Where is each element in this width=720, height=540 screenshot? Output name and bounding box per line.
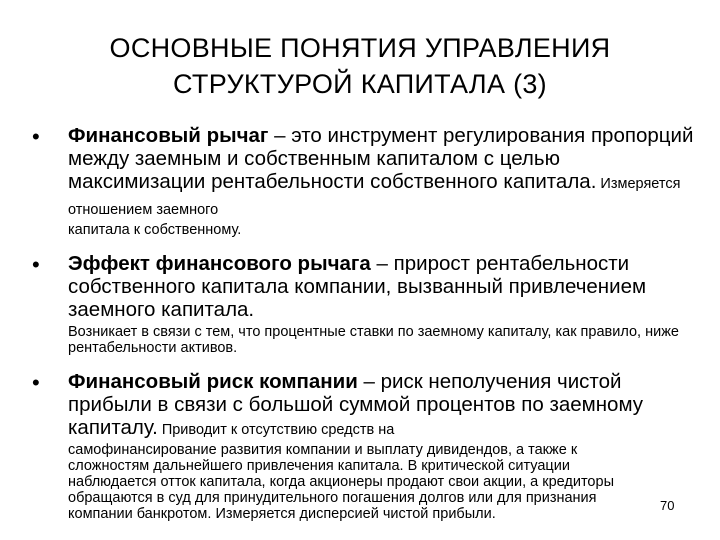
slide-title-line-2: СТРУКТУРОЙ КАПИТАЛА (3) [173, 69, 547, 99]
bullet-definition: – это инструмент регулирования пропорций между заемным и собственным капиталом с целью максимизации рентабельности собственного капитала. [68, 124, 694, 193]
bullet-main-text [68, 370, 702, 442]
bullet-term: Финансовый риск компании [68, 370, 358, 393]
bullet-main-text [68, 124, 702, 222]
bullet-marker: • [32, 370, 40, 395]
slide-title [0, 30, 720, 102]
bullet-definition: – прирост рентабельности собственного капитала компании, вызванный привлечением заемного капитала. [68, 252, 647, 321]
bullet-marker: • [32, 124, 40, 149]
bullet-main-text [68, 252, 702, 321]
bullet-item-financial-risk [32, 370, 702, 522]
bullet-item-financial-leverage [32, 124, 702, 238]
bullet-item-leverage-effect [32, 252, 702, 356]
bullet-note: Возникает в связи с тем, что процентные ставки по заемному капиталу, как правило, ниже рентабельности активов. [68, 324, 679, 356]
slide-title-line-1: ОСНОВНЫЕ ПОНЯТИЯ УПРАВЛЕНИЯ [109, 33, 611, 63]
bullet-definition: – риск неполучения чистой прибыли в связи с большой суммой процентов по заемному капиталу. [68, 370, 644, 439]
bullet-note-inline: Приводит к отсутствию средств на [157, 422, 395, 438]
bullet-list [32, 124, 702, 522]
bullet-term: Эффект финансового рычага [68, 252, 371, 275]
page-number: 70 [660, 498, 675, 513]
bullet-marker: • [32, 252, 40, 277]
bullet-note: капитала к собственному. [68, 222, 242, 238]
bullet-note-inline: Измеряется отношением заемного [68, 176, 681, 218]
bullet-note: самофинансирование развития компании и выплату дивидендов, а также к сложностям дальнейшего привлечения капитала. В критической ситуации наблюдается отток капитала, когда акционеры продают свои акции, а кредиторы обращаются в суд для принудительного погашения долгов или для признания компании банкротом. Измеряется дисперсией чистой прибыли. [68, 442, 614, 522]
bullet-term: Финансовый рычаг [68, 124, 269, 147]
